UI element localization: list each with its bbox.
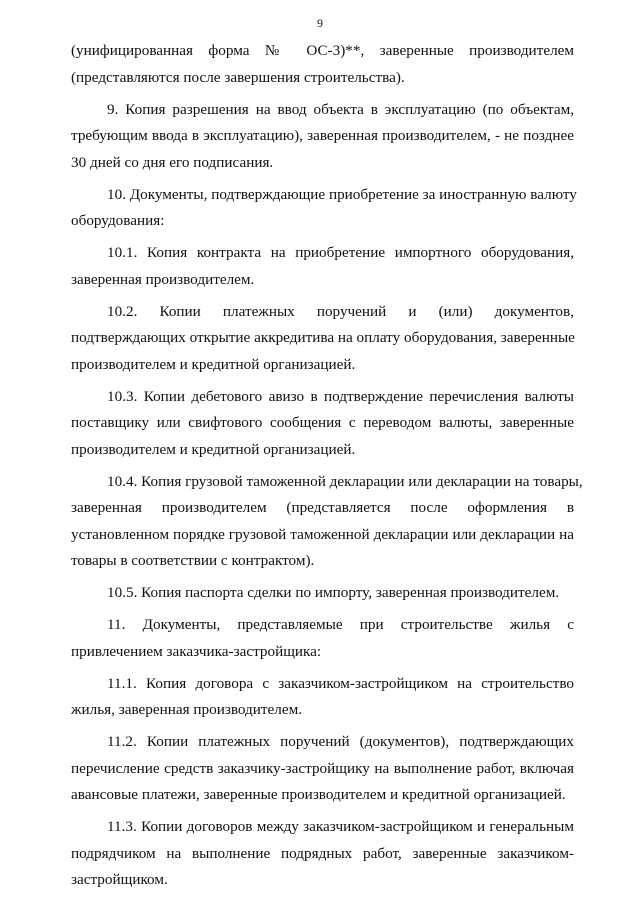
paragraph-p-cont [71, 38, 574, 91]
page-number: 9 [317, 16, 323, 30]
text-line: перечисление средств заказчику-застройщику на выполнение работ, включая [71, 759, 574, 777]
text-line: 30 дней со дня его подписания. [71, 153, 274, 171]
paragraph-p-10-4 [71, 469, 583, 575]
text-line: застройщиком. [71, 871, 168, 888]
text-line: (унифицированная форма № ОС-3)**, заверенные производителем [71, 42, 574, 59]
text-line: требующим ввода в эксплуатацию), заверенная производителем, - не позднее [71, 127, 574, 144]
text-line: 11.2. Копии платежных поручений (документов), подтверждающих [107, 733, 574, 750]
text-line: поставщику или свифтового сообщения с переводом валюты, заверенные [71, 414, 574, 431]
paragraph-p-10 [71, 182, 577, 235]
text-line: привлечением заказчика-застройщика: [71, 642, 322, 660]
paragraph-p-9 [71, 97, 574, 177]
document-body [71, 38, 583, 899]
paragraph-p-11-3 [71, 814, 574, 894]
text-line: установленном порядке грузовой таможенной декларации или декларации на [71, 525, 574, 543]
paragraph-p-11-2 [71, 729, 574, 809]
text-line: 9. Копия разрешения на ввод объекта в эксплуатацию (по объектам, [107, 100, 574, 118]
paragraph-p-11-1 [71, 671, 574, 724]
text-line: 10.3. Копии дебетового авизо в подтверждение перечисления валюты [107, 387, 574, 405]
paragraph-p-11 [71, 612, 574, 665]
text-line: 10. Документы, подтверждающие приобретение за иностранную валюту [107, 185, 577, 203]
paragraph-p-10-5 [71, 580, 574, 607]
text-line: товары в соответствии с контрактом). [71, 552, 315, 569]
paragraph-p-10-2 [71, 299, 574, 379]
text-line: заверенная производителем (представляется после оформления в [71, 499, 574, 516]
text-line: (представляются после завершения строительства). [71, 68, 405, 86]
text-line: производителем и кредитной организацией. [71, 355, 356, 373]
text-line: 10.1. Копия контракта на приобретение импортного оборудования, [107, 244, 574, 261]
text-line: подрядчиком на выполнение подрядных работ, заверенные заказчиком- [71, 844, 574, 862]
text-line: производителем и кредитной организацией. [71, 440, 356, 458]
text-line: 11.1. Копия договора с заказчиком-застройщиком на строительство [107, 674, 574, 692]
text-line: подтверждающих открытие аккредитива на оплату оборудования, заверенные [71, 329, 575, 346]
text-line: 11.3. Копии договоров между заказчиком-застройщиком и генеральным [107, 818, 574, 835]
paragraph-p-10-3 [71, 384, 574, 464]
paragraph-p-10-1 [71, 240, 574, 293]
text-line: авансовые платежи, заверенные производителем и кредитной организацией. [71, 786, 566, 803]
text-line: заверенная производителем. [71, 270, 255, 288]
text-line: жилья, заверенная производителем. [71, 701, 303, 718]
text-line: оборудования: [71, 212, 165, 229]
text-line: 10.4. Копия грузовой таможенной декларации или декларации на товары, [107, 472, 583, 490]
text-line: 10.2. Копии платежных поручений и (или) документов, [107, 302, 574, 320]
text-line: 11. Документы, представляемые при строительстве жилья с [107, 616, 574, 633]
text-line: 10.5. Копия паспорта сделки по импорту, заверенная производителем. [107, 584, 560, 601]
